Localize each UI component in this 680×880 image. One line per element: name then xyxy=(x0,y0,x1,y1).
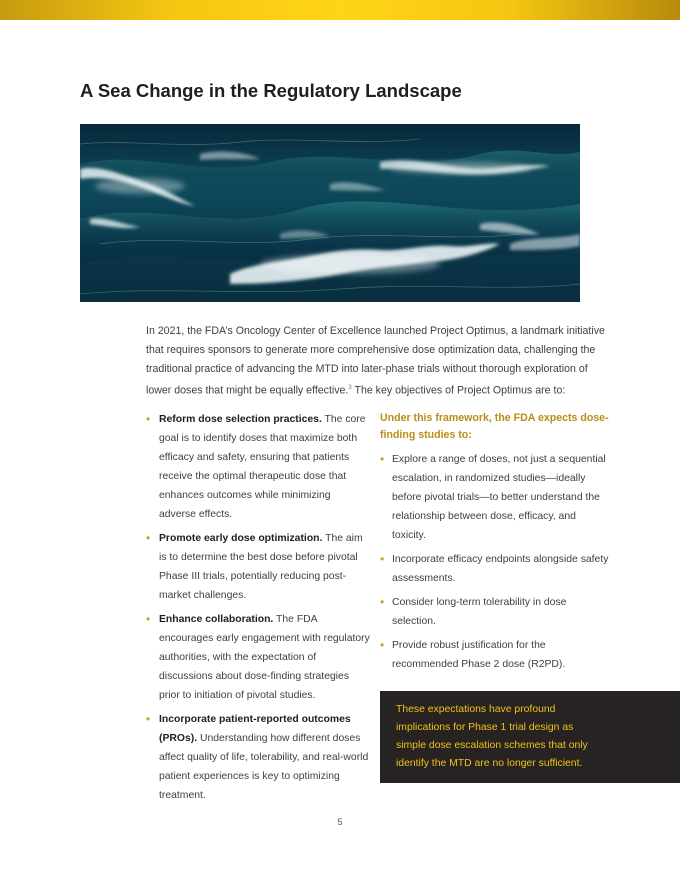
objective-body: The core goal is to identify doses that maximize both efficacy and safety, ensuring that patients receive the optimal therapeutic dose that enhances outcomes while minimizing adverse effects. xyxy=(159,414,366,520)
objective-body: Understanding how different doses affect quality of life, tolerability, and real-world patient experiences is key to optimizing treatment. xyxy=(159,733,369,801)
framework-heading: Under this framework, the FDA expects dose-finding studies to: xyxy=(380,412,609,441)
framework-item: • Incorporate efficacy endpoints alongside safety assessments. xyxy=(380,550,610,588)
objective-heading: Incorporate patient-reported outcomes (PROs). xyxy=(159,714,351,744)
objectives-list xyxy=(146,410,370,810)
objective-heading: Enhance collaboration. xyxy=(159,614,274,625)
objective-item xyxy=(146,610,370,705)
framework-item: • Provide robust justification for the recommended Phase 2 dose (R2PD). xyxy=(380,636,610,674)
page-number: 5 xyxy=(337,817,343,827)
footnote-ref: 3 xyxy=(348,385,352,391)
objective-item xyxy=(146,529,370,605)
framework-item: • Consider long-term tolerability in dose selection. xyxy=(380,593,610,631)
callout-text: These expectations have profound implications for Phase 1 trial design as simple dose escalation schemes that only identify the MTD are no longer sufficient. xyxy=(396,704,588,769)
page-title: A Sea Change in the Regulatory Landscape xyxy=(80,80,462,101)
objective-body: The FDA encourages early engagement with regulatory authorities, with the expectation of discussions about dose-finding strategies prior to initiation of pivotal studies. xyxy=(159,614,370,701)
objective-item xyxy=(146,410,370,524)
framework-item: • Explore a range of doses, not just a sequential escalation, in randomized studies—ideally before pivotal trials—to better understand the relationship between dose, efficacy, and toxicity. xyxy=(380,450,610,545)
header-accent-bar xyxy=(0,0,680,20)
objective-heading: Promote early dose optimization. xyxy=(159,533,323,544)
intro-tail: The key objectives of Project Optimus are to: xyxy=(351,384,566,397)
ocean-waves-photo xyxy=(80,124,580,302)
callout-box xyxy=(380,691,680,783)
objective-heading: Reform dose selection practices. xyxy=(159,414,322,425)
objective-item xyxy=(146,710,370,805)
intro-text: In 2021, the FDA’s Oncology Center of Excellence launched Project Optimus, a landmark initiative that requires sponsors to generate more comprehensive dose optimization data, challenging the traditional practice of advancing the MTD into later-phase trials without thorough exploration of lower doses that might be equally effective. xyxy=(146,325,605,397)
objective-body: The aim is to determine the best dose before pivotal Phase III trials, potentially reducing post-market challenges. xyxy=(159,533,363,601)
framework-list xyxy=(380,450,610,679)
intro-paragraph xyxy=(146,322,614,401)
